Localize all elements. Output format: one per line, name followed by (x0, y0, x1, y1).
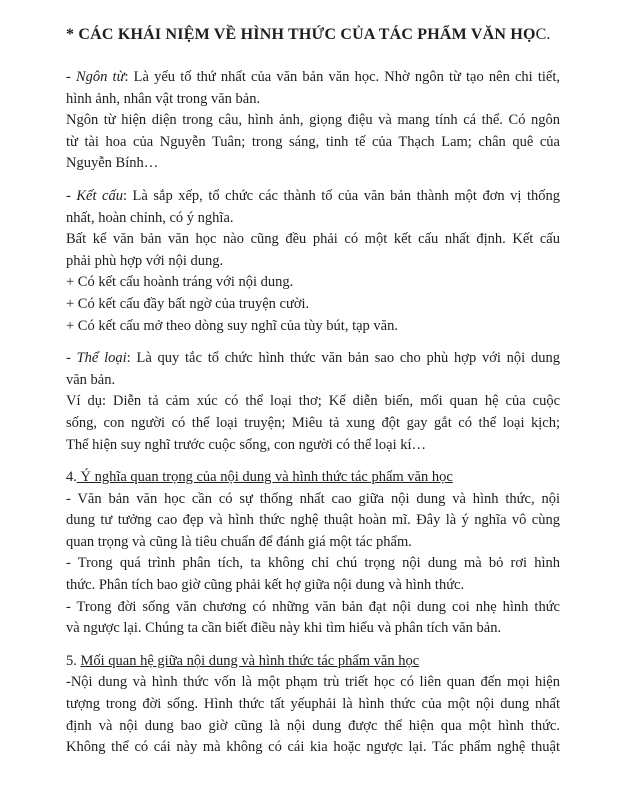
text-line: -Nội dung và hình thức vốn là một phạm trù triết học có liên quan đến mọi hiện (66, 674, 560, 691)
text-segment: : Là sắp xếp, tổ chức các thành tố của văn bản thành một đơn vị thống (122, 187, 560, 204)
text-line (66, 348, 560, 370)
text-line: Bất kể văn bản văn học nào cũng đều phải có một kết cấu nhất định. Kết cấu (66, 231, 560, 248)
text-segment: : Là quy tắc tổ chức hình thức văn bản sao cho phù hợp với nội dung (126, 350, 560, 367)
dash-prefix: - (66, 187, 77, 204)
dash-prefix: - (66, 69, 76, 85)
text-line: + Có kết cấu mở theo dòng suy nghĩ của tùy bút, tạp văn. (66, 317, 398, 334)
text-segment: : Là yếu tố thứ nhất của văn bản văn học. Nhờ ngôn từ tạo nên chi tiết, (124, 69, 560, 85)
section-5 (66, 651, 560, 759)
text-line: + Có kết cấu hoành tráng với nội dung. (66, 274, 294, 291)
page-title-bold-text: * CÁC KHÁI NIỆM VỀ HÌNH THỨC CỦA TÁC PHẨM VĂN HỌ (66, 26, 536, 43)
page-title (66, 24, 560, 46)
section-4-heading (66, 467, 560, 489)
section-5-heading (66, 651, 560, 673)
text-line: hình ảnh, nhân vật trong văn bản. (66, 90, 261, 107)
page-title-tail-text: C. (535, 26, 551, 43)
text-line: thức. Phân tích bao giờ cũng phải kết hợ giữa nội dung và hình thức. (66, 577, 465, 594)
term-the-loai: Thể loại (76, 350, 127, 367)
text-line: Ngôn từ hiện diện trong câu, hình ảnh, giọng điệu và mang tính cá thể. Có ngôn (66, 112, 560, 129)
term-ngon-tu: Ngôn từ (75, 69, 125, 85)
text-line: từ tài hoa của Nguyễn Tuân; trong sáng, tinh tế của Thạch Lam; chân quê của (66, 133, 560, 150)
section-4-heading-text: Ý nghĩa quan trọng của nội dung và hình thức tác phẩm văn học (76, 469, 453, 486)
document-content (66, 24, 560, 759)
text-line: văn bản. (66, 371, 116, 388)
text-line: Nguyễn Bính… (66, 155, 159, 172)
text-line: Không thể có cái này mà không có cái kia hoặc ngược lại. Tác phẩm nghệ thuật (66, 739, 560, 756)
section-5-number: 5. (66, 652, 81, 669)
section-5-heading-text: Mối quan hệ giữa nội dung và hình thức tác phẩm văn học (80, 652, 420, 669)
term-ket-cau: Kết cấu (76, 187, 123, 204)
text-line: phải phù hợp với nội dung. (66, 252, 224, 269)
text-line: - Trong quá trình phân tích, ta không chỉ chú trọng nội dung mà bỏ rơi hình (66, 555, 560, 572)
paragraph-ngon-tu (66, 67, 560, 175)
dash-prefix: - (66, 350, 77, 367)
section-4 (66, 467, 560, 640)
paragraph-ket-cau (66, 186, 560, 337)
text-line: sống, con người có thể loại truyện; Miêu tả xung đột gay gắt có thể loại kịch; (66, 414, 560, 431)
text-line: Ví dụ: Diễn tả cảm xúc có thể loại thơ; Kể diễn biến, mối quan hệ của cuộc (66, 393, 560, 410)
text-line: tượng trong đời sống. Hình thức tất yếuphải là hình thức của một nội dung nhất (66, 696, 560, 713)
text-line: và ngược lại. Chúng ta cần biết điều này khi tìm hiểu và phân tích văn bản. (66, 620, 502, 637)
text-line: Thể hiện suy nghĩ trước cuộc sống, con người có thể loại kí… (66, 436, 427, 453)
text-line: quan trọng và cũng là tiêu chuẩn để đánh giá một tác phẩm. (66, 533, 412, 550)
text-line: - Trong đời sống văn chương có những văn bản đạt nội dung coi nhẹ hình thức (66, 598, 560, 615)
paragraph-the-loai (66, 348, 560, 456)
text-line: - Văn bản văn học cần có sự thống nhất cao giữa nội dung và hình thức, nội (66, 490, 560, 507)
text-line: định và nội dung bao giờ cũng là nội dung được thể hiện qua một hình thức. (66, 717, 560, 734)
text-line: dung tư tưởng cao đẹp và hình thức nghệ thuật hoàn mĩ. Đây là ý nghĩa vô cùng (66, 512, 560, 529)
text-line: nhất, hoàn chỉnh, có ý nghĩa. (66, 209, 234, 226)
text-line (66, 67, 560, 89)
text-line (66, 186, 560, 208)
section-4-number: 4. (66, 469, 77, 486)
text-line: + Có kết cấu đầy bất ngờ của truyện cười. (66, 295, 310, 312)
